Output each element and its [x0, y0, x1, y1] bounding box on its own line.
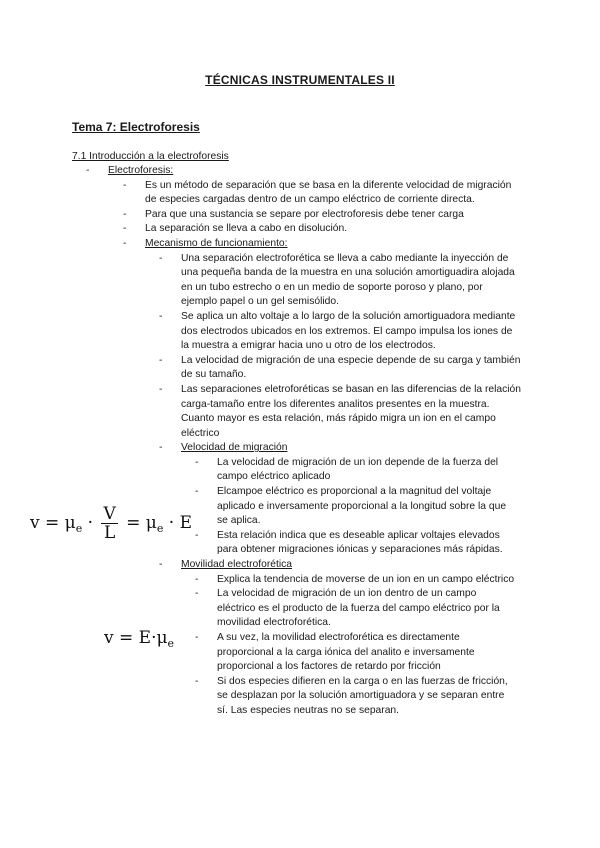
section-heading: 7.1 Introducción a la electroforesis [72, 151, 229, 162]
velocity-formula: $v = \mu_e$ · $\frac{V}{L}$ = $\mu_e \cdot E$ [30, 504, 192, 543]
list-item [108, 164, 600, 719]
document-title: TÉCNICAS INSTRUMENTALES II [205, 73, 395, 87]
list-item: - La velocidad de migración de un ion depende de la fuerza del campo eléctrico aplicado [217, 456, 517, 485]
list-item: - La velocidad de migración de una especie depende de su carga y también de su tamaño. [181, 354, 521, 383]
list-item: - Las separaciones eletroforéticas se basan en las diferencias de la relación carga-tamaño entre los diferentes analitos presentes en la muestra. Cuanto mayor es esta relación, más rápido migra un ion en el campo eléctrico [181, 383, 521, 441]
intro-list [145, 179, 600, 719]
list-item [145, 237, 521, 719]
list-item [181, 558, 521, 719]
fraction: $\frac{V}{L}$ [103, 504, 116, 543]
list-item: - La separación se lleva a cabo en disolución. [145, 222, 517, 237]
list-item [181, 441, 521, 558]
mobility-formula: $v = E\cdot\mu_e$ [104, 628, 175, 650]
movilidad-heading: Movilidad electroforética [181, 559, 293, 571]
velocidad-heading: Velocidad de migración [181, 442, 288, 454]
list-item: - La velocidad de migración de un ion dentro de un campo eléctrico es el producto de la fuerza del campo eléctrico por la movilidad electroforética. [217, 587, 517, 631]
list-item: - Se aplica un alto voltaje a lo largo de la solución amortiguadora mediante dos electrodos ubicados en los extremos. El campo impulsa los iones de la muestra a emigrar hacia uno u otro de los electrodos. [181, 310, 521, 354]
list-item: - Esta relación indica que es deseable aplicar voltajes elevados para obtener migraciones iónicas y separaciones más rápidas. [217, 529, 517, 558]
electroforesis-heading: Electroforesis: [108, 165, 174, 176]
mecanismo-list [181, 252, 521, 719]
movilidad-list [217, 573, 521, 719]
document-body [0, 164, 600, 719]
list-item: - Si dos especies difieren en la carga o en las fuerzas de fricción, se desplazan por la solución amortiguadora y se separan entre sí. Las especies neutras no se separan. [217, 675, 517, 719]
mecanismo-heading: Mecanismo de funcionamiento: [145, 237, 288, 249]
list-item: - Es un método de separación que se basa en la diferente velocidad de migración de especies cargadas dentro de un campo eléctrico de corriente directa. [145, 179, 517, 208]
list-item: - Elcampoe eléctrico es proporcional a la magnitud del voltaje aplicado e inversamente proporcional a la longitud sobre la que se aplica. [217, 485, 517, 529]
list-item: - Una separación electroforética se lleva a cabo mediante la inyección de una pequeña banda de la muestra en una solución amortiguadira alojada en un tubo estrecho o en un medio de soporte poroso y plano, por ejemplo papel o un gel semisólido. [181, 252, 521, 310]
velocidad-list [217, 456, 521, 558]
topic-heading: Tema 7: Electroforesis [72, 120, 200, 134]
list-item: - Explica la tendencia de moverse de un ion en un campo eléctrico [217, 573, 517, 588]
level1-list [108, 164, 600, 719]
list-item: - A su vez, la movilidad electroforética es directamente proporcional a la carga iónica del analito e inversamente proporcional a los factores de retardo por fricción [217, 631, 517, 675]
list-item: - Para que una sustancia se separe por electroforesis debe tener carga [145, 208, 517, 223]
